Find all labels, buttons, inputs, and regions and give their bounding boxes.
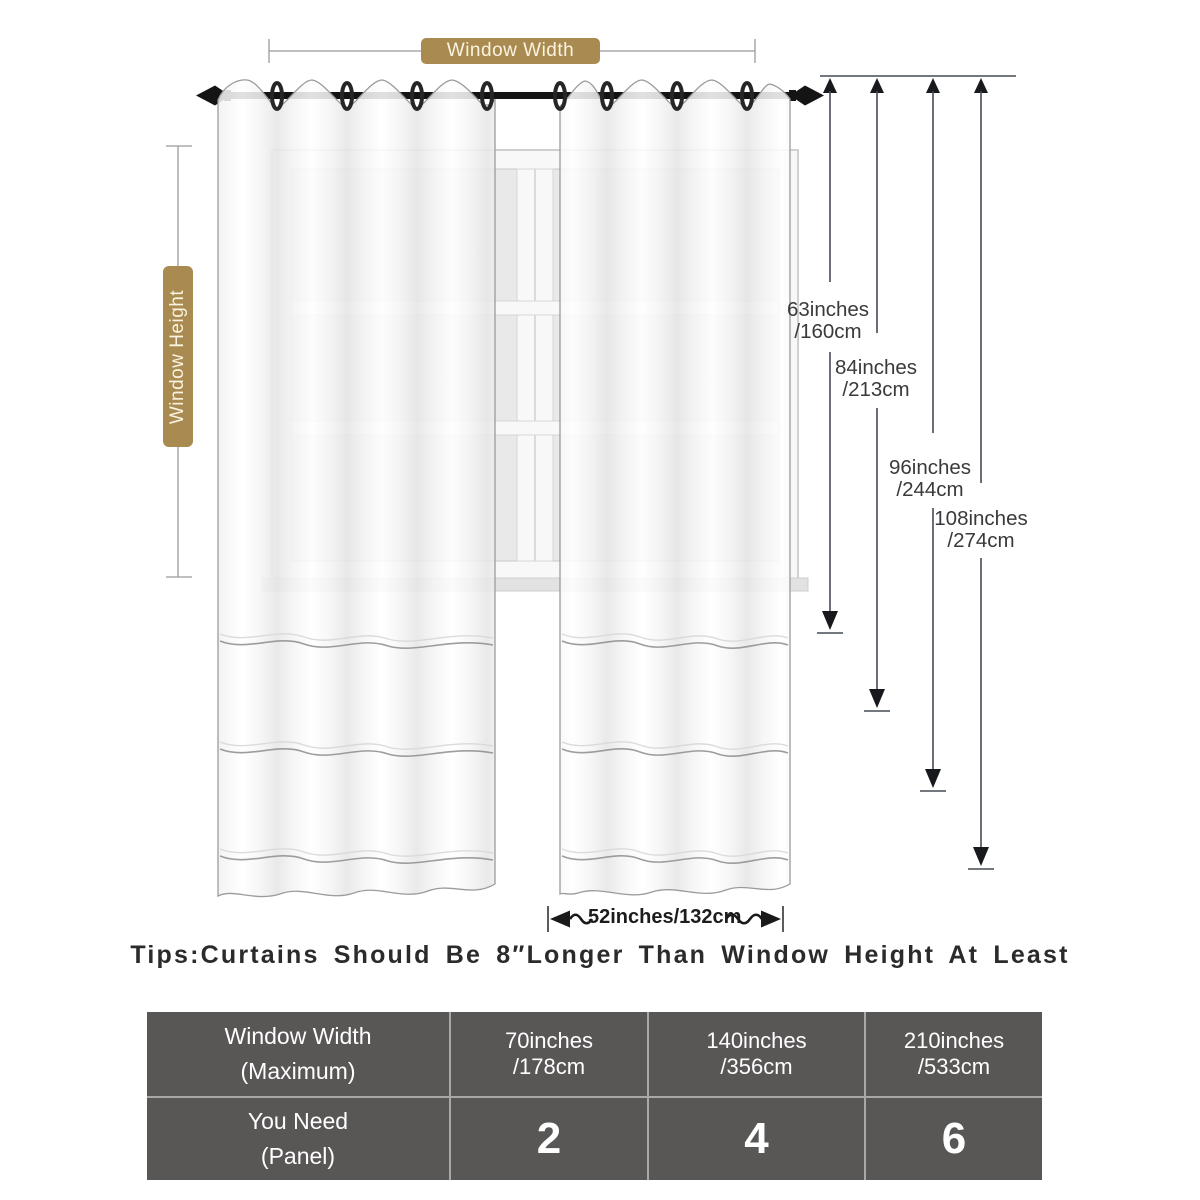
table-header-you-need: You Need (Panel) — [147, 1098, 449, 1180]
window-height-badge-label: Window Height — [167, 289, 188, 424]
length-label-96: 96inches /244cm — [888, 456, 972, 501]
window-height-badge — [163, 266, 193, 447]
tips-text: Tips:Curtains Should Be 8″Longer Than Window Height At Least — [130, 941, 1070, 969]
table-cell-panels-2: 2 — [451, 1098, 647, 1180]
table-cell-70inches: 70inches /178cm — [451, 1012, 647, 1096]
curtain-panel-right — [555, 80, 790, 895]
panel-width-label: 52inches/132cm — [588, 906, 742, 928]
curtain-panel-left — [218, 80, 495, 897]
table-cell-140inches: 140inches /356cm — [649, 1012, 864, 1096]
table-cell-panels-4: 4 — [649, 1098, 864, 1180]
table-header-window-width: Window Width (Maximum) — [147, 1012, 449, 1096]
right-finial-icon — [789, 86, 824, 106]
length-label-63: 63inches /160cm — [786, 298, 870, 343]
window-width-badge — [421, 38, 600, 64]
length-label-84: 84inches /213cm — [834, 356, 918, 401]
length-label-108: 108inches /274cm — [934, 507, 1028, 552]
table-cell-210inches: 210inches /533cm — [866, 1012, 1042, 1096]
window-width-badge-label: Window Width — [446, 40, 575, 61]
table-cell-panels-6: 6 — [866, 1098, 1042, 1180]
size-table — [147, 1012, 1042, 1180]
